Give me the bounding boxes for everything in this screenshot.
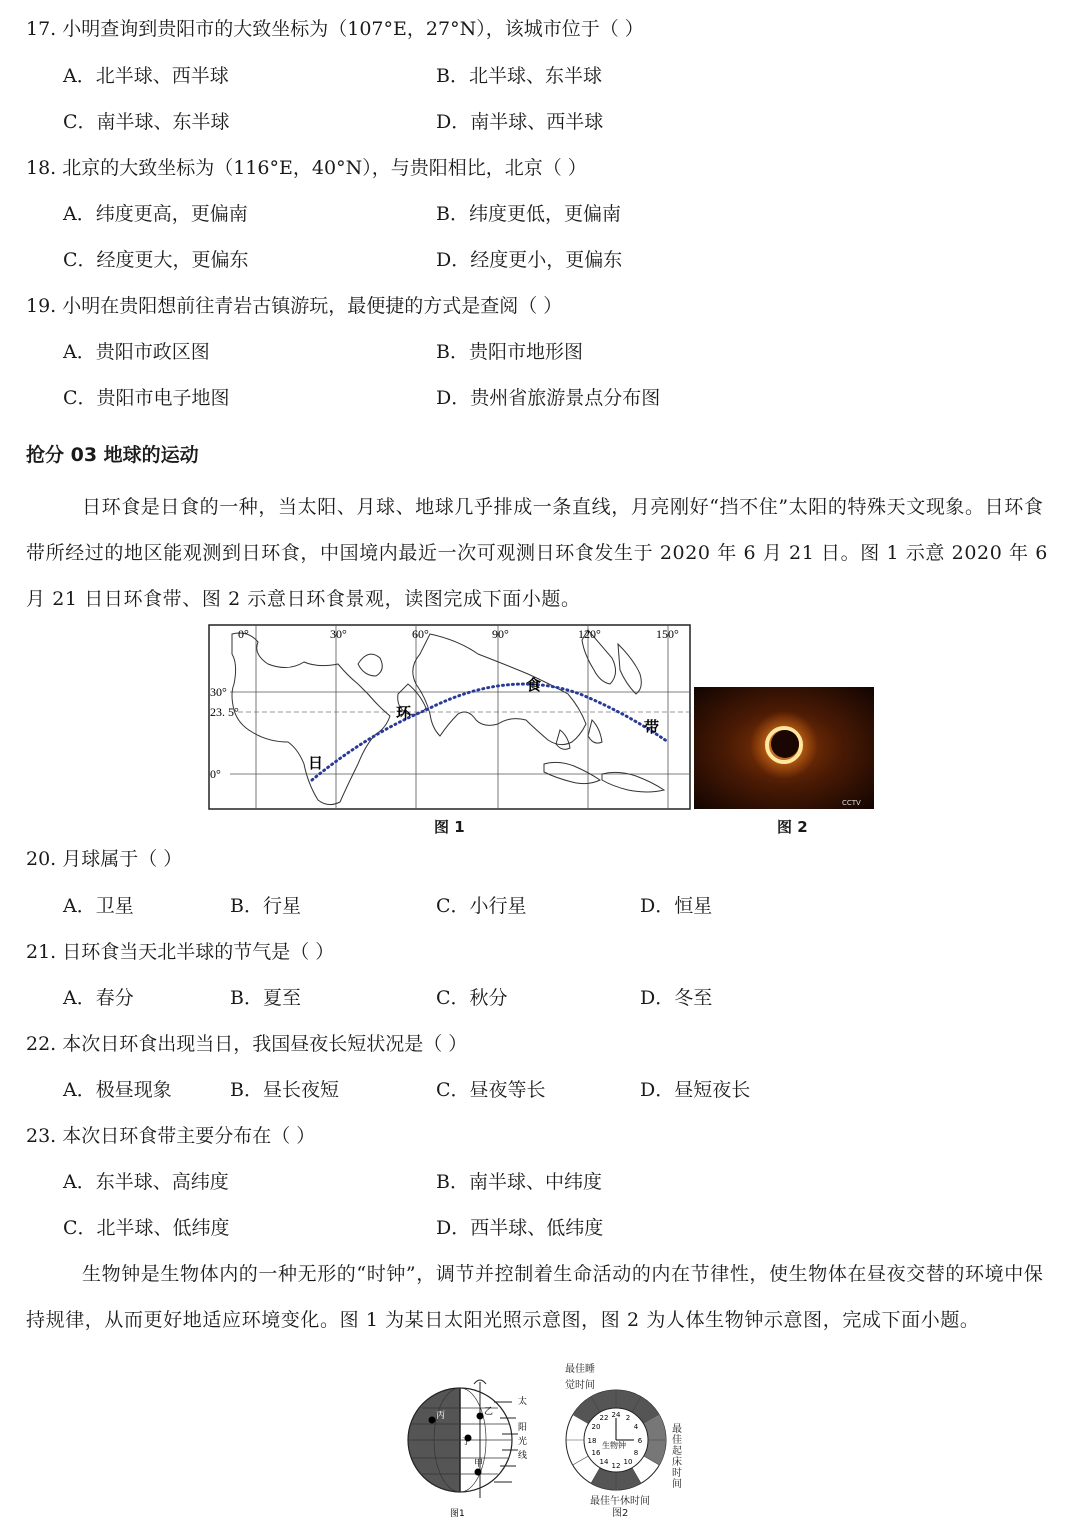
clock-number: 22	[599, 1414, 609, 1422]
clock-number: 4	[633, 1423, 639, 1431]
clock-number: 12	[611, 1462, 621, 1470]
clock-number: 16	[591, 1449, 601, 1457]
clock-number: 10	[623, 1458, 633, 1466]
q20-option-b: B．行星	[230, 895, 301, 917]
clock-number: 24	[611, 1411, 621, 1419]
q18-option-a: A．纬度更高，更偏南	[63, 203, 248, 225]
lon-label: 90°	[492, 627, 509, 641]
clock-number: 18	[587, 1437, 597, 1445]
question-17-stem: 17. 小明查询到贵阳市的大致坐标为（107°E，27°N），该城市位于（ ）	[26, 18, 644, 40]
eclipse-band-map	[208, 624, 692, 812]
annular-eclipse-photo	[694, 687, 874, 809]
clock-top-label-2: 觉时间	[565, 1380, 595, 1391]
question-23-stem: 23. 本次日环食带主要分布在（ ）	[26, 1125, 316, 1147]
clock-number: 2	[625, 1414, 631, 1422]
q22-option-c: C．昼夜等长	[436, 1079, 546, 1101]
section-heading: 抢分 03 地球的运动	[26, 444, 199, 466]
biological-clock-diagram	[564, 1388, 668, 1492]
point-label: 乙	[484, 1407, 494, 1417]
q21-option-c: C．秋分	[436, 987, 508, 1009]
q23-option-c: C．北半球、低纬度	[63, 1217, 230, 1239]
q21-option-a: A．春分	[63, 987, 134, 1009]
q23-option-a: A．东半球、高纬度	[63, 1171, 229, 1193]
q20-option-c: C．小行星	[436, 895, 527, 917]
clock-center-label: 生物钟	[602, 1441, 626, 1450]
lat-label: 30°	[210, 685, 227, 699]
intro-paragraph-eclipse: 日环食是日食的一种，当太阳、月球、地球几乎排成一条直线，月亮刚好“挡不住”太阳的特殊天文现象。日环食带所经过的地区能观测到日环食，中国境内最近一次可观测日环食发生于 2020 年 6 月 21 日。图 1 示意 2020 年 6 月 21 日日环食带、图 2 示意日环食景观，读图完成下面小题。	[26, 496, 1048, 610]
globe-figure-caption: 图1	[450, 1509, 465, 1519]
clock-number: 14	[599, 1458, 609, 1466]
band-label: 环	[396, 704, 412, 722]
point-label: 丁	[462, 1437, 472, 1447]
point-label: 丙	[436, 1411, 446, 1421]
q17-option-a: A．北半球、西半球	[63, 65, 229, 87]
sunlight-label: 太	[518, 1397, 528, 1407]
sunlight-label: 阳	[518, 1423, 528, 1433]
question-19-stem: 19. 小明在贵阳想前往青岩古镇游玩，最便捷的方式是查阅（ ）	[26, 295, 563, 317]
clock-figure-caption: 图2	[612, 1508, 629, 1519]
lon-label: 0°	[238, 627, 249, 641]
clock-number: 8	[633, 1449, 639, 1457]
q17-option-b: B．北半球、东半球	[436, 65, 602, 87]
band-label: 日	[308, 754, 324, 772]
sunlight-label: 光	[518, 1437, 528, 1447]
sunlight-globe-diagram	[398, 1374, 530, 1520]
band-label: 带	[644, 718, 660, 736]
clock-top-label-1: 最佳睡	[565, 1364, 595, 1375]
q18-option-c: C．经度更大，更偏东	[63, 249, 249, 271]
q21-option-d: D．冬至	[640, 987, 713, 1009]
q23-option-d: D．西半球、低纬度	[436, 1217, 604, 1239]
question-20-stem: 20. 月球属于（ ）	[26, 848, 183, 870]
intro-paragraph-biological-clock: 生物钟是生物体内的一种无形的“时钟”，调节并控制着生命活动的内在节律性，使生物体在昼夜交替的环境中保持规律，从而更好地适应环境变化。图 1 为某日太阳光照示意图，图 2 为人体生物钟示意图，完成下面小题。	[26, 1263, 1044, 1331]
lon-label: 60°	[412, 627, 429, 641]
q17-option-c: C．南半球、东半球	[63, 111, 230, 133]
question-18-stem: 18. 北京的大致坐标为（116°E，40°N），与贵阳相比，北京（ ）	[26, 157, 587, 179]
question-21-stem: 21. 日环食当天北半球的节气是（ ）	[26, 941, 335, 963]
figure-2-caption: 图 2	[777, 818, 808, 836]
q22-option-a: A．极昼现象	[63, 1079, 172, 1101]
lat-label: 0°	[210, 767, 221, 781]
figure-1-caption: 图 1	[434, 818, 465, 836]
q19-option-d: D．贵州省旅游景点分布图	[436, 387, 661, 409]
clock-number: 20	[591, 1423, 601, 1431]
q22-option-d: D．昼短夜长	[640, 1079, 751, 1101]
lat-label: 23. 5°	[210, 705, 239, 719]
clock-bottom-label: 最佳午休时间	[590, 1496, 650, 1507]
lon-label: 150°	[656, 627, 679, 641]
q20-option-d: D．恒星	[640, 895, 713, 917]
q19-option-c: C．贵阳市电子地图	[63, 387, 230, 409]
q17-option-d: D．南半球、西半球	[436, 111, 604, 133]
q23-option-b: B．南半球、中纬度	[436, 1171, 602, 1193]
question-22-stem: 22. 本次日环食出现当日，我国昼夜长短状况是（ ）	[26, 1033, 468, 1055]
lon-label: 120°	[578, 627, 601, 641]
q18-option-d: D．经度更小，更偏东	[436, 249, 623, 271]
q21-option-b: B．夏至	[230, 987, 301, 1009]
q20-option-a: A．卫星	[63, 895, 134, 917]
lon-label: 30°	[330, 627, 347, 641]
sunlight-label: 线	[518, 1451, 528, 1461]
q18-option-b: B．纬度更低，更偏南	[436, 203, 621, 225]
q22-option-b: B．昼长夜短	[230, 1079, 339, 1101]
clock-right-label: 最佳起床时间	[672, 1424, 682, 1490]
clock-number: 6	[637, 1437, 643, 1445]
band-label: 食	[526, 676, 542, 694]
q19-option-a: A．贵阳市政区图	[63, 341, 210, 363]
q19-option-b: B．贵阳市地形图	[436, 341, 583, 363]
cctv-logo: CCTV	[842, 799, 861, 807]
point-label: 甲	[474, 1459, 484, 1469]
